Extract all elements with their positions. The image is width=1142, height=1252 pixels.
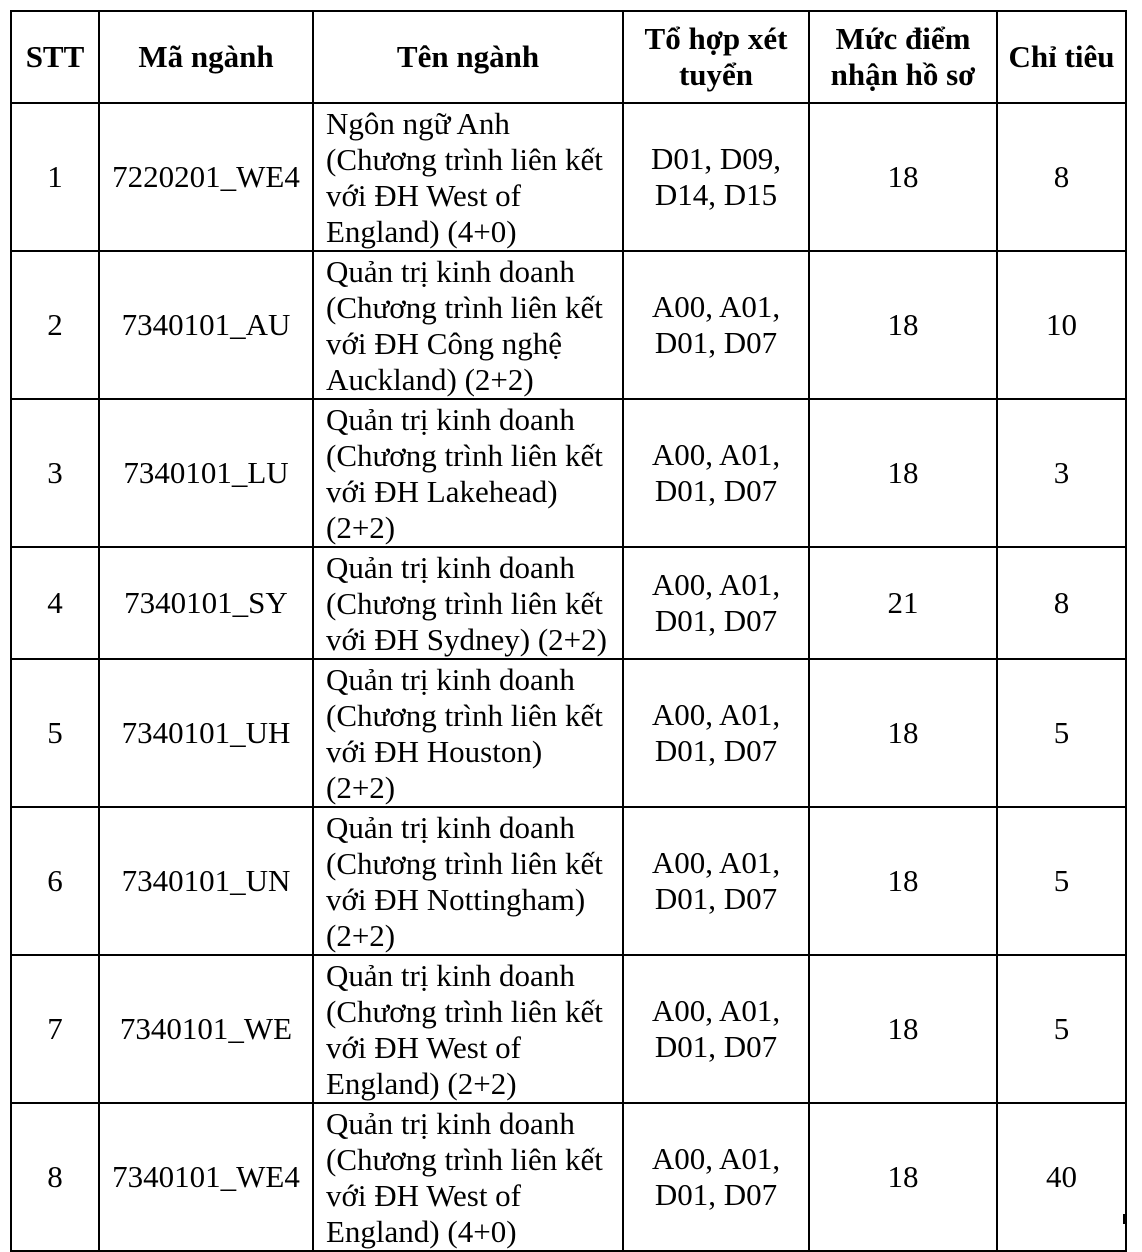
admission-table — [10, 10, 1127, 1252]
combo-line: D01, D07 — [654, 1029, 778, 1064]
name-line: England) (4+0) — [326, 214, 517, 249]
table-row — [11, 399, 1126, 547]
name-line: Quản trị kinh doanh — [326, 550, 575, 585]
quota-cell: 5 — [997, 955, 1126, 1103]
name-line: (Chương trình liên kết — [326, 142, 603, 177]
table-row — [11, 251, 1126, 399]
score-cell: 18 — [809, 1103, 997, 1251]
name-line: với ĐH Lakehead) — [326, 474, 558, 509]
name-line: với ĐH Houston) — [326, 734, 543, 769]
header-name: Tên ngành — [313, 11, 623, 103]
score-cell: 18 — [809, 399, 997, 547]
combo-cell — [623, 1103, 809, 1251]
name-line: (Chương trình liên kết — [326, 846, 603, 881]
name-line: với ĐH Nottingham) — [326, 882, 586, 917]
combo-line: D01, D07 — [654, 473, 778, 508]
header-score-line2: nhận hồ sơ — [830, 57, 976, 92]
score-cell: 18 — [809, 807, 997, 955]
header-score — [809, 11, 997, 103]
name-line: (Chương trình liên kết — [326, 438, 603, 473]
combo-cell — [623, 399, 809, 547]
header-score-line1: Mức điểm — [835, 21, 971, 56]
name-line: (Chương trình liên kết — [326, 1142, 603, 1177]
combo-line: D01, D09, — [650, 141, 782, 176]
quota-cell: 5 — [997, 807, 1126, 955]
name-line: với ĐH Sydney) (2+2) — [326, 622, 607, 657]
combo-cell — [623, 103, 809, 251]
header-stt: STT — [11, 11, 99, 103]
combo-cell — [623, 251, 809, 399]
name-cell — [313, 399, 623, 547]
header-combo — [623, 11, 809, 103]
code-cell: 7340101_UH — [99, 659, 313, 807]
combo-cell — [623, 547, 809, 659]
name-line: England) (2+2) — [326, 1066, 517, 1101]
name-cell — [313, 659, 623, 807]
score-cell: 18 — [809, 251, 997, 399]
combo-line: D01, D07 — [654, 733, 778, 768]
name-line: Quản trị kinh doanh — [326, 662, 575, 697]
score-cell: 18 — [809, 955, 997, 1103]
header-quota: Chỉ tiêu — [997, 11, 1126, 103]
name-line: Quản trị kinh doanh — [326, 1106, 575, 1141]
name-line: (2+2) — [326, 510, 396, 545]
name-line: Ngôn ngữ Anh — [326, 106, 510, 141]
name-line: với ĐH West of — [326, 1178, 522, 1213]
table-row — [11, 103, 1126, 251]
name-line: Quản trị kinh doanh — [326, 810, 575, 845]
code-cell: 7340101_UN — [99, 807, 313, 955]
header-row — [11, 11, 1126, 103]
stt-cell: 1 — [11, 103, 99, 251]
combo-line: D01, D07 — [654, 881, 778, 916]
code-cell: 7220201_WE4 — [99, 103, 313, 251]
name-cell — [313, 251, 623, 399]
name-line: Quản trị kinh doanh — [326, 958, 575, 993]
header-combo-line2: tuyển — [678, 57, 754, 92]
combo-line: A00, A01, — [651, 845, 781, 880]
score-cell: 21 — [809, 547, 997, 659]
stt-cell: 8 — [11, 1103, 99, 1251]
quota-cell: 3 — [997, 399, 1126, 547]
name-cell — [313, 547, 623, 659]
quota-cell: 40 — [997, 1103, 1126, 1251]
name-line: với ĐH West of — [326, 178, 522, 213]
combo-cell — [623, 807, 809, 955]
stt-cell: 2 — [11, 251, 99, 399]
header-combo-line1: Tổ hợp xét — [644, 21, 788, 56]
score-cell: 18 — [809, 103, 997, 251]
combo-line: A00, A01, — [651, 567, 781, 602]
score-cell: 18 — [809, 659, 997, 807]
combo-line: A00, A01, — [651, 697, 781, 732]
name-cell — [313, 807, 623, 955]
stt-cell: 7 — [11, 955, 99, 1103]
name-line: (Chương trình liên kết — [326, 290, 603, 325]
code-cell: 7340101_WE4 — [99, 1103, 313, 1251]
name-line: (Chương trình liên kết — [326, 698, 603, 733]
table-continuation — [10, 1214, 1125, 1224]
stt-cell: 4 — [11, 547, 99, 659]
quota-cell: 5 — [997, 659, 1126, 807]
combo-line: A00, A01, — [651, 1141, 781, 1176]
name-line: England) (4+0) — [326, 1214, 517, 1249]
header-code: Mã ngành — [99, 11, 313, 103]
quota-cell: 10 — [997, 251, 1126, 399]
combo-line: A00, A01, — [651, 437, 781, 472]
combo-line: D14, D15 — [654, 177, 778, 212]
table-row — [11, 547, 1126, 659]
name-cell — [313, 103, 623, 251]
code-cell: 7340101_LU — [99, 399, 313, 547]
combo-cell — [623, 659, 809, 807]
combo-line: A00, A01, — [651, 993, 781, 1028]
combo-line: D01, D07 — [654, 1177, 778, 1212]
table-row — [11, 1103, 1126, 1251]
name-line: Auckland) (2+2) — [326, 362, 534, 397]
combo-line: D01, D07 — [654, 325, 778, 360]
name-line: (2+2) — [326, 918, 396, 953]
combo-line: A00, A01, — [651, 289, 781, 324]
code-cell: 7340101_AU — [99, 251, 313, 399]
name-line: Quản trị kinh doanh — [326, 402, 575, 437]
name-cell — [313, 955, 623, 1103]
code-cell: 7340101_WE — [99, 955, 313, 1103]
quota-cell: 8 — [997, 103, 1126, 251]
table-body — [11, 103, 1126, 1251]
name-line: (Chương trình liên kết — [326, 994, 603, 1029]
name-line: (Chương trình liên kết — [326, 586, 603, 621]
quota-cell: 8 — [997, 547, 1126, 659]
stt-cell: 6 — [11, 807, 99, 955]
name-cell — [313, 1103, 623, 1251]
name-line: Quản trị kinh doanh — [326, 254, 575, 289]
combo-cell — [623, 955, 809, 1103]
name-line: với ĐH Công nghệ — [326, 326, 562, 361]
table-row — [11, 659, 1126, 807]
table-row — [11, 807, 1126, 955]
code-cell: 7340101_SY — [99, 547, 313, 659]
stt-cell: 3 — [11, 399, 99, 547]
name-line: với ĐH West of — [326, 1030, 522, 1065]
stt-cell: 5 — [11, 659, 99, 807]
table-row — [11, 955, 1126, 1103]
name-line: (2+2) — [326, 770, 396, 805]
combo-line: D01, D07 — [654, 603, 778, 638]
